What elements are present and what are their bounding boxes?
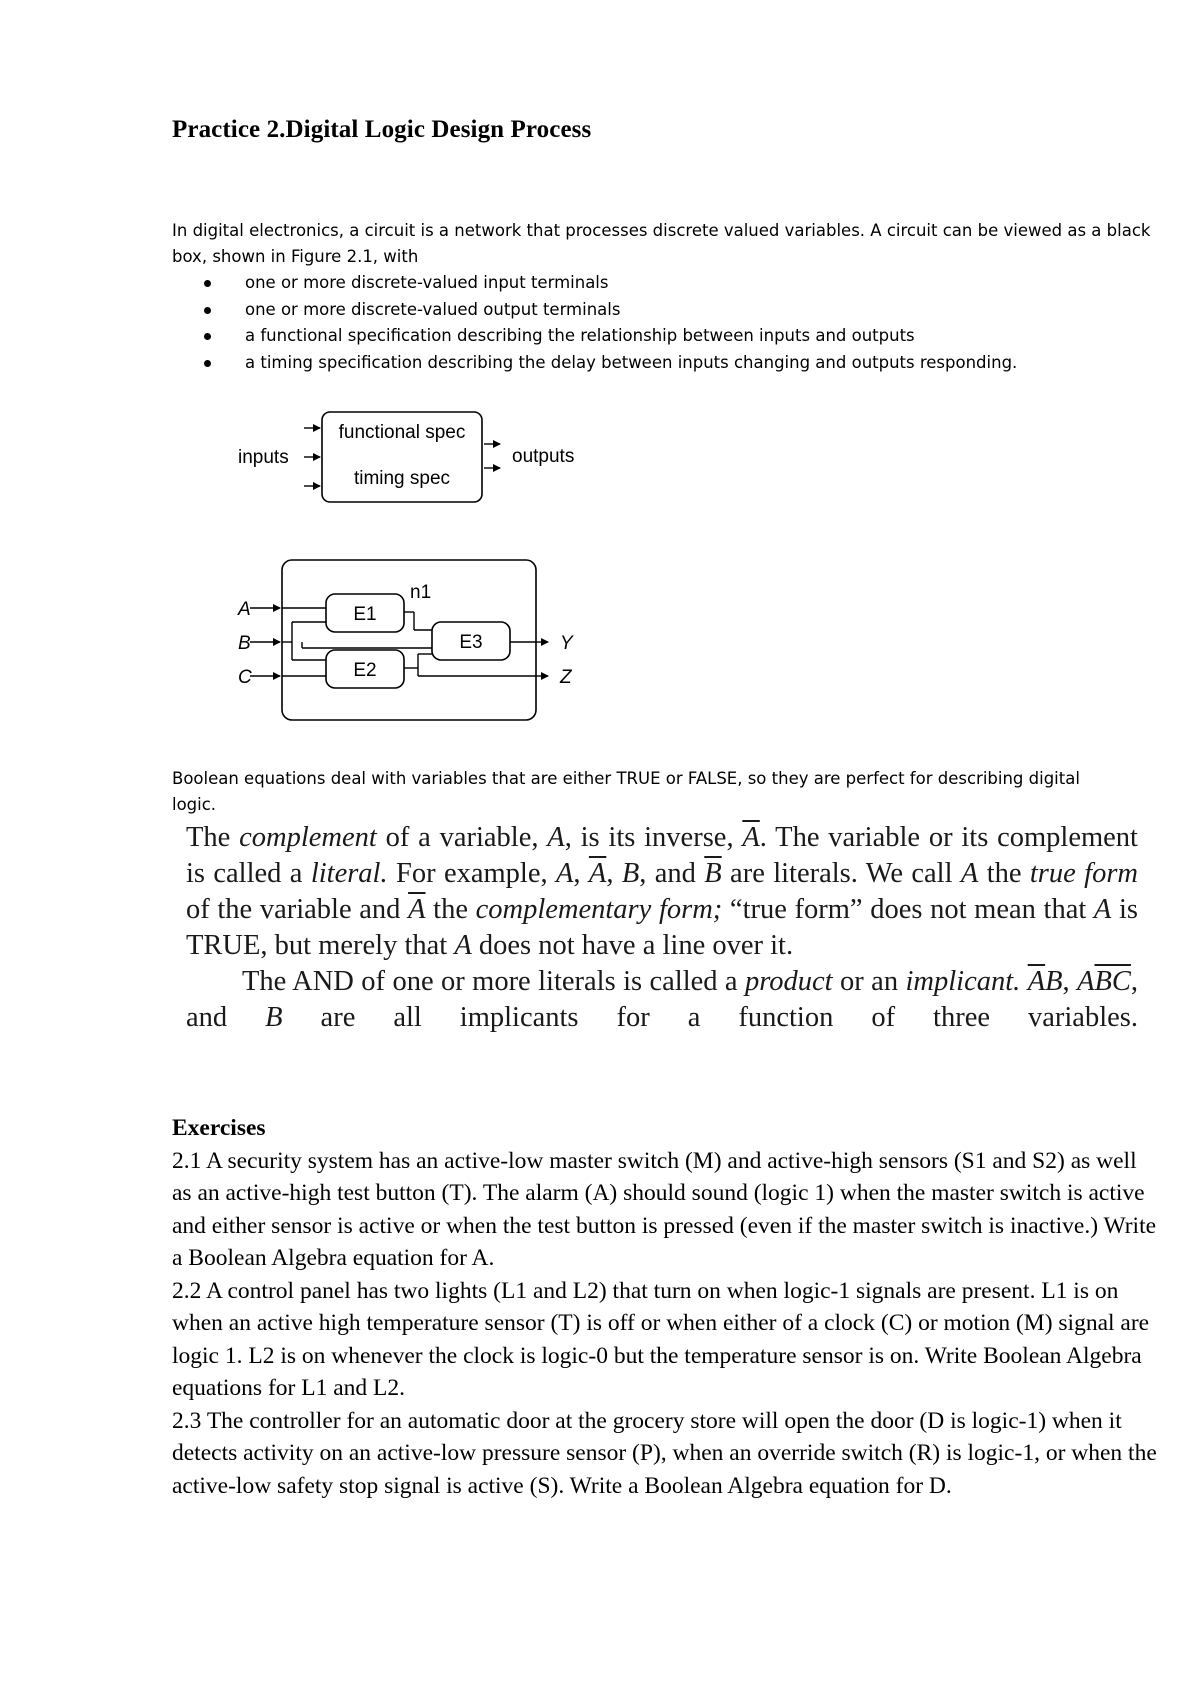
bullet-icon	[204, 360, 211, 367]
input-a-label: A	[238, 599, 251, 620]
black-box-figure	[232, 406, 612, 506]
list-item: one or more discrete-valued input terminals	[172, 270, 1152, 297]
input-b-label: B	[238, 633, 251, 654]
exercises-section	[172, 1112, 1162, 1502]
list-item: one or more discrete-valued output terminals	[172, 297, 1152, 324]
inputs-label: inputs	[238, 447, 289, 468]
outputs-label: outputs	[512, 446, 575, 467]
functional-spec-label: functional spec	[338, 422, 466, 443]
exercise-item: 2.3 The controller for an automatic door at the grocery store will open the door (D is logic-1) when it detects activity on an active-low pressure sensor (P), when an override switch (R) is logic-1, or when the active-low safety stop signal is active (S). Write a Boolean Algebra equation for D.	[172, 1407, 1157, 1499]
block-e2-label: E2	[353, 660, 377, 681]
intro-section	[172, 218, 1152, 376]
list-item: a functional specification describing the relationship between inputs and outputs	[172, 323, 1152, 350]
list-item: a timing specification describing the delay between inputs changing and outputs responding.	[172, 350, 1152, 377]
bullet-icon	[204, 280, 211, 287]
characteristics-list	[172, 270, 1152, 376]
bullet-icon	[204, 333, 211, 340]
output-z-label: Z	[560, 667, 572, 688]
exercise-item: 2.2 A control panel has two lights (L1 and L2) that turn on when logic-1 signals are present. L1 is on when an active high temperature sensor (T) is off or when either of a clock (C) or motion (M) signal are logic 1. L2 is on whenever the clock is logic-0 but the temperature sensor is on. Write Boolean Algebra equations for L1 and L2.	[172, 1277, 1150, 1401]
page-title: Practice 2.Digital Logic Design Process	[172, 116, 592, 143]
block-e3-label: E3	[459, 632, 483, 653]
block-e1-label: E1	[353, 604, 377, 625]
excerpt-paragraph: The complement of a variable, A, is its inverse, $\overline{A}$. The variable or its complement is called a literal. For example, A, $\overline{A}$, B, and $\overline{B}$ are literals. We call A the true form of the variable and $\overline{A}$ the complementary form; “true form” does not mean that A is TRUE, but merely that A does not have a line over it.	[186, 822, 1138, 961]
boolean-intro: Boolean equations deal with variables that are either TRUE or FALSE, so they are perfect for describing digital logic.	[172, 769, 1080, 814]
exercise-item: 2.1 A security system has an active-low master switch (M) and active-high sensors (S1 and S2) as well as an active-high test button (T). The alarm (A) should sound (logic 1) when the master switch is active and either sensor is active or when the test button is pressed (even if the master switch is inactive.) Write a Boolean Algebra equation for A.	[172, 1147, 1157, 1271]
input-c-label: C	[238, 667, 252, 688]
textbook-excerpt	[186, 820, 1138, 1084]
bullet-icon	[204, 307, 211, 314]
excerpt-paragraph: The AND of one or more literals is called a product or an implicant. $\overline{A}B$, $A\overline{BC}$, and B are all implicants for a function of three variables.	[186, 966, 1138, 1033]
timing-spec-label: timing spec	[353, 468, 451, 489]
circuit-figure	[232, 556, 592, 726]
exercises-heading: Exercises	[172, 1115, 266, 1141]
output-y-label: Y	[560, 633, 573, 654]
intro-paragraph: In digital electronics, a circuit is a network that processes discrete valued variables. A circuit can be viewed as a black box, shown in Figure 2.1, with	[172, 221, 1151, 266]
node-n1-label: n1	[410, 582, 432, 603]
